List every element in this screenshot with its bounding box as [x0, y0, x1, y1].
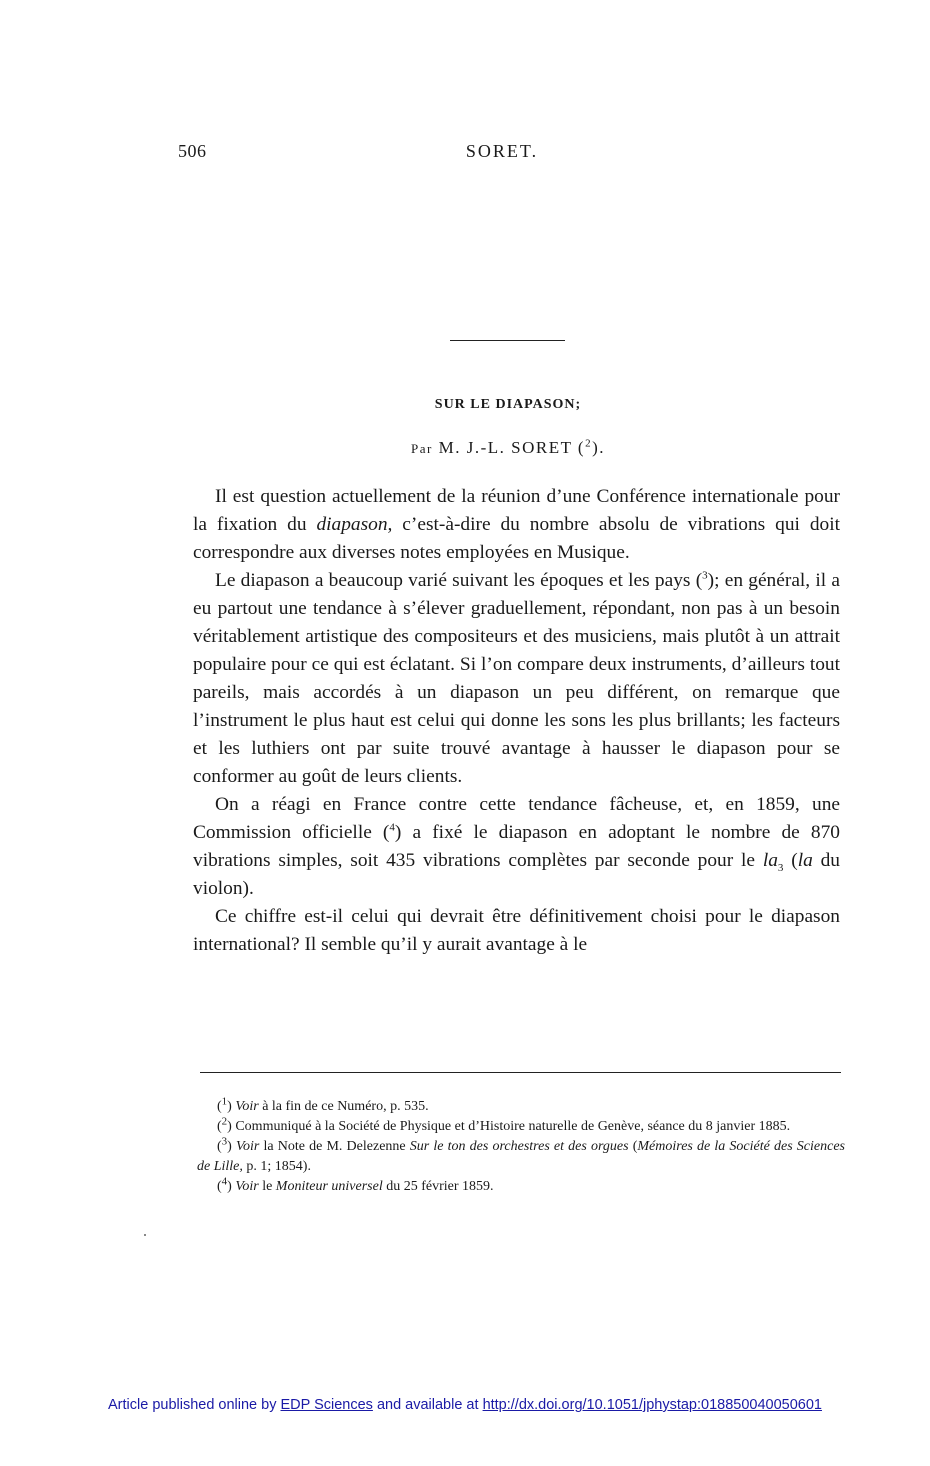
footnote-text: p. 1; 1854). — [242, 1159, 311, 1174]
byline-close: ). — [592, 438, 605, 457]
subscript-3: 3 — [777, 861, 784, 874]
italic-title: Sur le ton des orchestres et des orgues — [409, 1139, 629, 1154]
footnote-text: ( — [628, 1139, 638, 1154]
footnote-text: à la fin de ce Numéro, p. 535. — [258, 1099, 429, 1114]
running-head: SORET. — [465, 141, 539, 161]
italic-journal: Moniteur universel — [275, 1179, 383, 1194]
text-run: ( — [783, 850, 798, 871]
text-run: ); en général, il a eu partout une tendance à s’élever graduellement, répondant, non pas à un besoin véritablement artistique des compositeurs et des musiciens, mais plutôt à un attrait populaire pour ce qui est éclatant. Si l’on compare deux instruments, d’ailleurs tout pareils, mais accordés à un diapason un peu différent, on remarque que l’instrument le plus haut est celui qui donne les sons les plus brillants; les facteurs et les luthiers ont par suite trouvé avantage à hausser le diapason pour se conformer au goût de leurs clients. — [193, 570, 840, 787]
footnote-separator-rule — [200, 1072, 841, 1073]
doi-link[interactable]: http://dx.doi.org/10.1051/jphystap:018850040050601 — [482, 1397, 822, 1413]
footnote-2: ($^2$) Communiqué à la Société de Physique et d’Histoire naturelle de Genève, séance du 8 janvier 1885. — [217, 1115, 791, 1134]
footnote-mark: 2 — [221, 1115, 228, 1128]
footnote-mark: 1 — [221, 1095, 228, 1108]
text-run: Il est question actuellement de la réunion d’une Conférence internationale pour la fixation du — [193, 486, 840, 535]
byline-footnote-ref[interactable]: 2 — [585, 437, 593, 450]
italic-journal: Mémoires de la Société des Sciences de Lille, — [197, 1139, 845, 1174]
footnote-text: Communiqué à la Société de Physique et d’Histoire naturelle de Genève, séance du 8 janvier 1885. — [231, 1119, 791, 1134]
italic-la: la — [762, 850, 778, 871]
text-run: On a réagi en France contre cette tendance fâcheuse, et, en 1859, une Commission officielle ( — [193, 794, 840, 843]
footnote-ref-3[interactable]: 3 — [702, 569, 708, 582]
publication-footer — [0, 1397, 930, 1413]
text-run: c’est-à-dire du nombre absolu de vibrations qui doit correspondre aux diverses notes employées en Musique. — [193, 514, 840, 563]
paragraph-1 — [193, 483, 840, 567]
footnote-4: ($^4$) Voir le Moniteur universel du 25 février 1859. — [217, 1175, 494, 1194]
italic-diapason: diapason, — [316, 514, 393, 535]
italic-voir: Voir — [235, 1179, 259, 1194]
title-separator-rule — [450, 340, 565, 341]
text-run: ) a fixé le diapason en adoptant le nombre de 870 vibrations simples, soit 435 vibrations complètes par seconde pour le — [193, 822, 840, 871]
byline-author: M. J.-L. SORET ( — [432, 438, 586, 457]
page-number: 506 — [178, 141, 207, 161]
text-run: Le diapason a beaucoup varié suivant les époques et les pays ( — [215, 570, 703, 591]
article-title: SUR LE DIAPASON; — [434, 397, 582, 412]
article-body — [193, 483, 840, 959]
paragraph-2 — [193, 567, 840, 791]
article-byline — [0, 438, 930, 458]
footnote-mark: 4 — [221, 1175, 228, 1188]
footnote-text: le — [258, 1179, 276, 1194]
footnote-text: du 25 février 1859. — [382, 1179, 494, 1194]
footnotes — [197, 1097, 845, 1197]
footnote-mark: 3 — [221, 1135, 228, 1148]
byline-par: Par — [411, 441, 433, 456]
footnote-3: ($^3$) Voir la Note de M. Delezenne Sur le ton des orchestres et des orgues (Mémoires de la Société des Sciences de Lille, p. 1; 1854). — [197, 1135, 845, 1174]
paragraph-4 — [193, 903, 840, 959]
text-run: Ce chiffre est-il celui qui devrait être définitivement choisi pour le diapason international? Il semble qu’il y aurait avantage à le — [193, 906, 840, 955]
margin-speck — [144, 1234, 146, 1236]
footnote-1: ($^1$) Voir à la fin de ce Numéro, p. 535. — [217, 1095, 429, 1114]
italic-voir: Voir — [235, 1099, 259, 1114]
footnote-text: la Note de M. Delezenne — [259, 1139, 410, 1154]
footer-middle: and available at — [372, 1397, 483, 1413]
footer-prefix: Article published online by — [108, 1397, 281, 1413]
text-run: du violon). — [193, 850, 840, 899]
paragraph-3 — [193, 791, 840, 903]
italic-voir: Voir — [235, 1139, 260, 1154]
italic-la: la — [797, 850, 813, 871]
footnote-ref-4[interactable]: 4 — [389, 821, 395, 834]
publisher-link[interactable]: EDP Sciences — [280, 1397, 373, 1413]
